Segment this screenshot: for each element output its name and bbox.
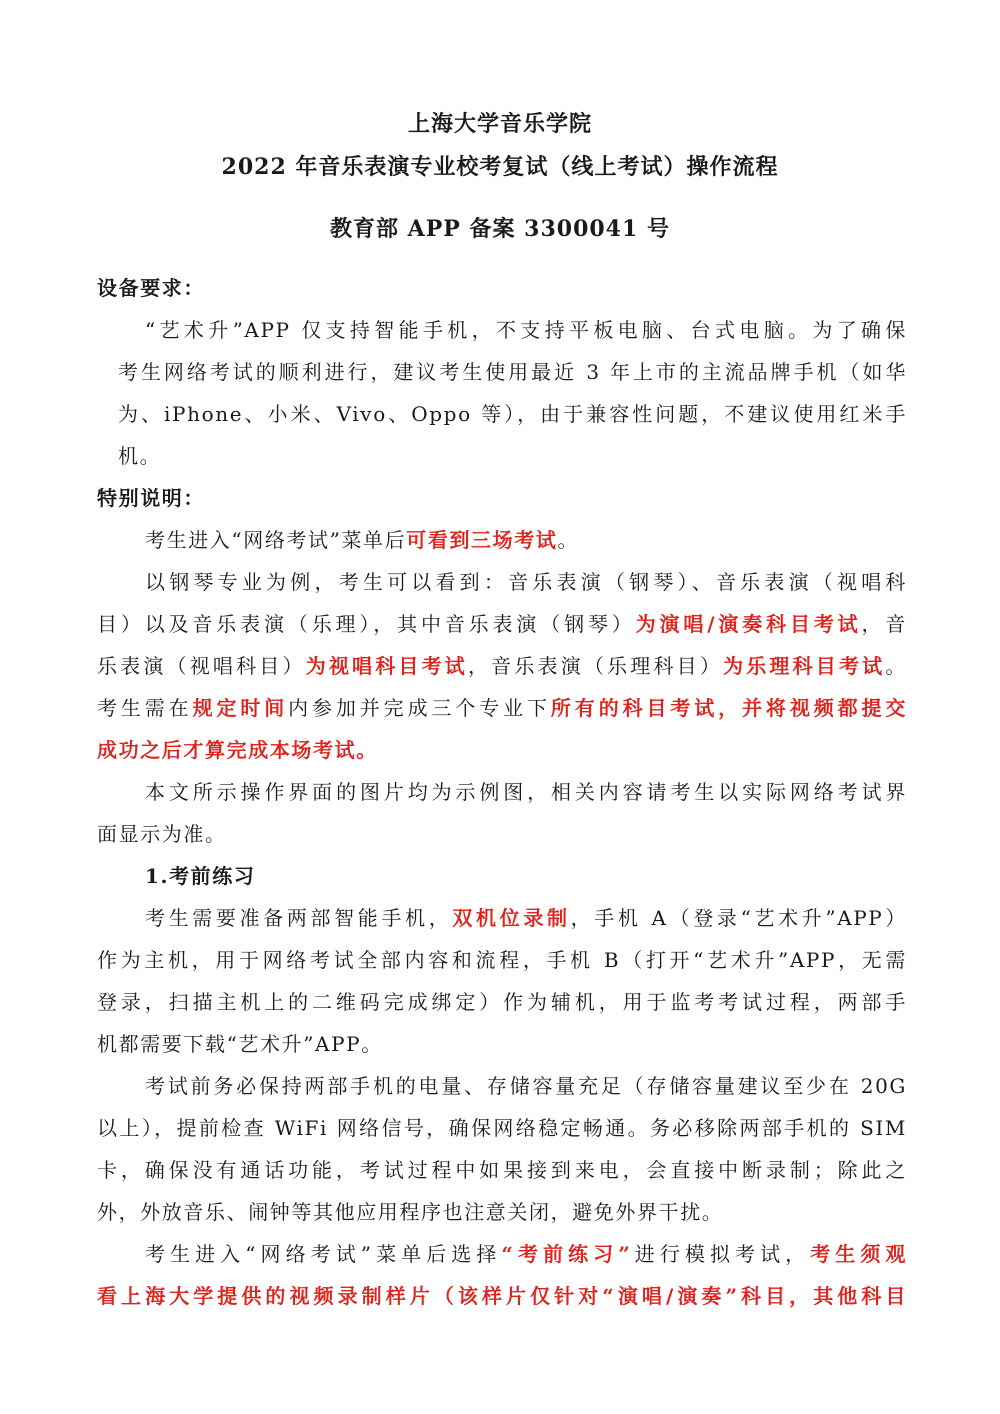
para-text: 考生进入“网络考试”菜单后选择	[145, 1242, 502, 1266]
note-text: ，音	[861, 612, 907, 636]
special-note-line: 以钢琴专业为例，考生可以看到：音乐表演（钢琴）、音乐表演（视唱科	[145, 570, 907, 594]
special-note-line	[97, 693, 907, 723]
para-text: 进行模拟考试，	[631, 1242, 811, 1266]
device-paragraph-line: 为、iPhone、小米、Vivo、Oppo 等），由于兼容性问题，不建议使用红米手	[118, 402, 907, 426]
document-subtitle: 2022 年音乐表演专业校考复试（线上考试）操作流程	[221, 154, 779, 180]
device-requirements-heading: 设备要求：	[97, 276, 205, 300]
device-paragraph-line: 机。	[118, 444, 162, 468]
note-text: 。	[557, 528, 580, 552]
note-text: ，音乐表演（乐理科目）	[468, 654, 724, 678]
para-highlight: 考生须观	[810, 1242, 908, 1266]
note-text: 内参加并完成三个专业下	[288, 696, 551, 720]
practice-paragraph-line: 以上），提前检查 WiFi 网络信号，确保网络稳定畅通。务必移除两部手机的 SIM	[97, 1116, 907, 1140]
note-highlight: 为视唱科目考试	[305, 654, 468, 678]
section-heading-practice: 1.考前练习	[145, 864, 256, 888]
para-text: ，手机 A（登录“艺术升”APP）	[570, 906, 908, 930]
note-text: 。	[885, 654, 907, 678]
special-notes-heading: 特别说明：	[97, 486, 205, 510]
note-highlight: 所有的科目考试，并将视频都提交	[550, 696, 907, 720]
note-text: 乐表演（视唱科目）	[97, 654, 306, 678]
note-text: 目）以及音乐表演（乐理），其中音乐表演（钢琴）	[97, 612, 636, 636]
practice-paragraph-line	[145, 903, 907, 933]
registration-number: 教育部 APP 备案 3300041 号	[330, 216, 670, 242]
note-text: 考生需在	[97, 696, 193, 720]
practice-paragraph-line: 看上海大学提供的视频录制样片（该样片仅针对“演唱/演奏”科目，其他科目	[97, 1284, 907, 1308]
para-highlight: “考前练习”	[501, 1242, 632, 1266]
note-highlight: 可看到三场考试	[406, 528, 558, 552]
practice-paragraph-line: 登录，扫描主机上的二维码完成绑定）作为辅机，用于监考考试过程，两部手	[97, 990, 907, 1014]
practice-paragraph-line: 作为主机，用于网络考试全部内容和流程，手机 B（打开“艺术升”APP，无需	[97, 948, 907, 972]
practice-paragraph-line: 外，外放音乐、闹钟等其他应用程序也注意关闭，避免外界干扰。	[97, 1200, 724, 1224]
practice-paragraph-line: 机都需要下载“艺术升”APP。	[97, 1032, 383, 1056]
para-text: 考生需要准备两部智能手机，	[145, 906, 453, 930]
practice-paragraph-line: 卡，确保没有通话功能，考试过程中如果接到来电，会直接中断录制；除此之	[97, 1158, 907, 1182]
note-highlight: 为乐理科目考试	[723, 654, 886, 678]
practice-paragraph-line: 考试前务必保持两部手机的电量、存储容量充足（存储容量建议至少在 20G	[145, 1074, 907, 1098]
practice-paragraph-line	[145, 1239, 907, 1269]
device-paragraph-line: “艺术升”APP 仅支持智能手机，不支持平板电脑、台式电脑。为了确保	[145, 318, 907, 342]
special-note-line: 面显示为准。	[97, 822, 227, 846]
document-title: 上海大学音乐学院	[407, 111, 592, 137]
special-note-line	[145, 525, 907, 555]
para-highlight: 双机位录制	[452, 906, 571, 930]
special-note-line: 本文所示操作界面的图片均为示例图，相关内容请考生以实际网络考试界	[145, 780, 907, 804]
device-paragraph-line: 考生网络考试的顺利进行，建议考生使用最近 3 年上市的主流品牌手机（如华	[118, 360, 907, 384]
note-text: 考生进入“网络考试”菜单后	[145, 528, 407, 552]
special-note-line: 成功之后才算完成本场考试。	[97, 738, 378, 762]
special-note-line	[97, 651, 907, 681]
note-highlight: 为演唱/演奏科目考试	[635, 612, 862, 636]
note-highlight: 规定时间	[192, 696, 289, 720]
special-note-line	[97, 609, 907, 639]
